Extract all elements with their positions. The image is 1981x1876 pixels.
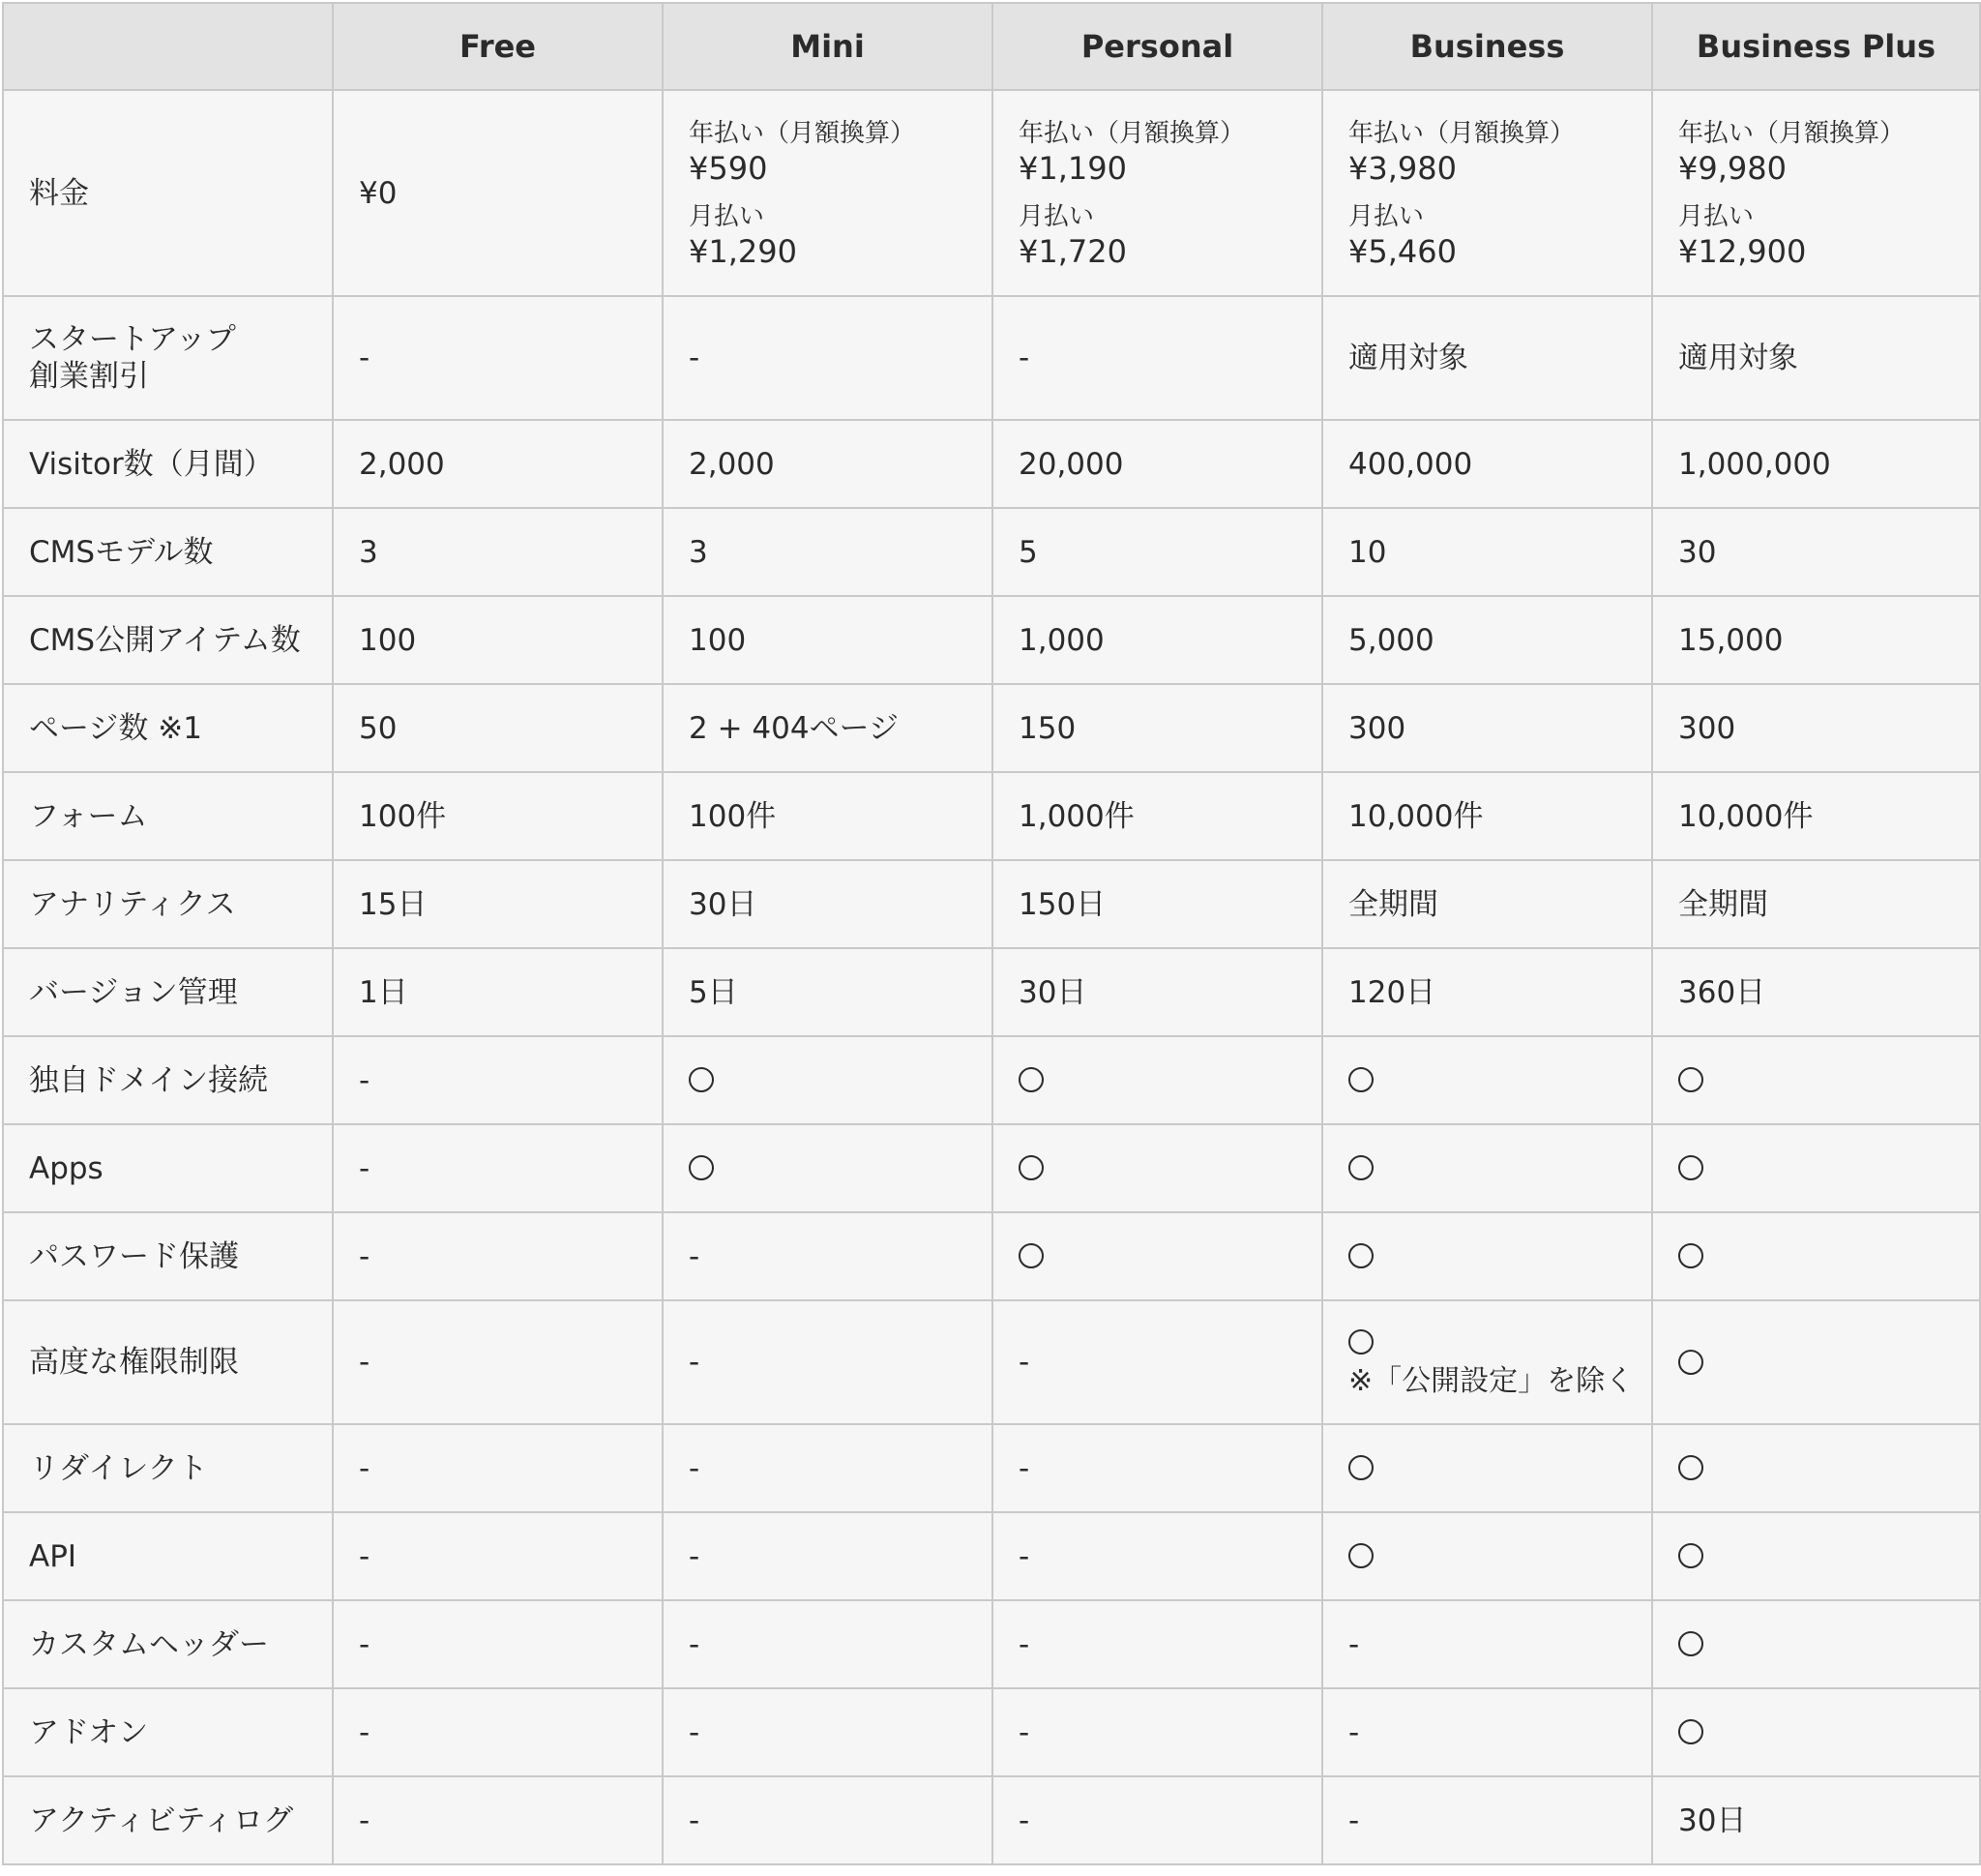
cell-value: 全期間: [1652, 860, 1980, 948]
available-circle-icon: [1348, 1455, 1374, 1480]
cell-value: 120日: [1322, 948, 1652, 1036]
cell-value: -: [333, 1212, 663, 1300]
cell-available: [1322, 1124, 1652, 1212]
available-circle-icon: [1678, 1719, 1703, 1744]
row-label: Visitor数（月間）: [3, 420, 333, 508]
cell-value: -: [333, 1512, 663, 1600]
cell-value: -: [333, 1124, 663, 1212]
row-label: アクティビティログ: [3, 1776, 333, 1864]
row-label-line: スタートアップ: [29, 322, 236, 357]
cell-value: 1,000: [992, 596, 1322, 684]
cell-available: [1322, 1512, 1652, 1600]
row-label: ページ数 ※1: [3, 684, 333, 772]
cell-value: -: [333, 296, 663, 420]
cell-value: 3: [333, 508, 663, 596]
cell-value: 360日: [1652, 948, 1980, 1036]
available-circle-icon: [1678, 1543, 1703, 1568]
cell-value: -: [992, 1300, 1322, 1424]
table-row-permissions: [3, 1300, 1980, 1424]
cell-value: 5: [992, 508, 1322, 596]
header-personal: Personal: [992, 3, 1322, 90]
row-label: パスワード保護: [3, 1212, 333, 1300]
price-mini: [663, 90, 992, 296]
cell-value: 150: [992, 684, 1322, 772]
available-circle-icon: [1348, 1329, 1374, 1355]
monthly-label: 月払い: [1019, 201, 1095, 231]
cell-value: 15,000: [1652, 596, 1980, 684]
cell-value: 適用対象: [1652, 296, 1980, 420]
cell-value: 400,000: [1322, 420, 1652, 508]
available-circle-icon: [1019, 1243, 1044, 1268]
available-circle-icon: [1678, 1455, 1703, 1480]
cell-value: -: [663, 1512, 992, 1600]
cell-value: -: [1322, 1688, 1652, 1776]
table-row: [3, 1512, 1980, 1600]
cell-value: -: [992, 1424, 1322, 1512]
annual-price: ¥590: [689, 149, 768, 187]
annual-label: 年払い（月額換算）: [1019, 118, 1246, 148]
annual-label: 年払い（月額換算）: [1348, 118, 1576, 148]
table-row: [3, 684, 1980, 772]
cell-value: 2 + 404ページ: [663, 684, 992, 772]
cell-value: -: [333, 1036, 663, 1124]
cell-value: 1,000件: [992, 772, 1322, 860]
header-free: Free: [333, 3, 663, 90]
table-header-row: [3, 3, 1980, 90]
cell-value-business: [1322, 1300, 1652, 1424]
cell-available: [1322, 1212, 1652, 1300]
row-label: API: [3, 1512, 333, 1600]
monthly-label: 月払い: [689, 201, 765, 231]
cell-value: 30日: [992, 948, 1322, 1036]
available-circle-icon: [689, 1155, 714, 1180]
cell-value: -: [992, 1688, 1322, 1776]
cell-value: -: [663, 1212, 992, 1300]
row-label: 独自ドメイン接続: [3, 1036, 333, 1124]
row-label: 高度な権限制限: [3, 1300, 333, 1424]
price-free: ¥0: [333, 90, 663, 296]
table-row: [3, 860, 1980, 948]
row-label: CMSモデル数: [3, 508, 333, 596]
row-label: フォーム: [3, 772, 333, 860]
cell-available: [992, 1124, 1322, 1212]
cell-value: 30: [1652, 508, 1980, 596]
available-circle-icon: [1348, 1067, 1374, 1092]
table-row-price: [3, 90, 1980, 296]
row-label: [3, 296, 333, 420]
available-circle-icon: [1348, 1243, 1374, 1268]
cell-value: 150日: [992, 860, 1322, 948]
cell-value: [1652, 1300, 1980, 1424]
available-circle-icon: [689, 1067, 714, 1092]
price-business: [1322, 90, 1652, 296]
header-mini: Mini: [663, 3, 992, 90]
cell-value: 10,000件: [1322, 772, 1652, 860]
row-label: バージョン管理: [3, 948, 333, 1036]
header-business: Business: [1322, 3, 1652, 90]
cell-value: 20,000: [992, 420, 1322, 508]
cell-value: -: [663, 296, 992, 420]
row-label: Apps: [3, 1124, 333, 1212]
cell-value: 5日: [663, 948, 992, 1036]
row-label: カスタムヘッダー: [3, 1600, 333, 1688]
cell-value: 100: [663, 596, 992, 684]
monthly-label: 月払い: [1678, 201, 1755, 231]
header-business-plus: Business Plus: [1652, 3, 1980, 90]
cell-available: [1652, 1512, 1980, 1600]
cell-available: [992, 1212, 1322, 1300]
available-circle-icon: [1678, 1155, 1703, 1180]
row-label: アナリティクス: [3, 860, 333, 948]
feature-rows: [3, 420, 1980, 1300]
row-label: リダイレクト: [3, 1424, 333, 1512]
cell-value: -: [333, 1300, 663, 1424]
cell-value: -: [663, 1424, 992, 1512]
cell-value: 30日: [663, 860, 992, 948]
cell-value: 300: [1322, 684, 1652, 772]
table-row: [3, 1036, 1980, 1124]
monthly-price: ¥1,720: [1019, 232, 1127, 270]
price-personal: [992, 90, 1322, 296]
cell-value: -: [992, 296, 1322, 420]
cell-value: 適用対象: [1322, 296, 1652, 420]
header-corner: [3, 3, 333, 90]
cell-value: -: [663, 1688, 992, 1776]
cell-value: -: [333, 1776, 663, 1864]
cell-value: 1,000,000: [1652, 420, 1980, 508]
monthly-price: ¥1,290: [689, 232, 797, 270]
cell-value: 10: [1322, 508, 1652, 596]
cell-available: [1652, 1124, 1980, 1212]
table-row: [3, 508, 1980, 596]
annual-label: 年払い（月額換算）: [1678, 118, 1906, 148]
monthly-price: ¥5,460: [1348, 232, 1457, 270]
cell-value: 50: [333, 684, 663, 772]
cell-value: 100件: [333, 772, 663, 860]
cell-value: -: [992, 1600, 1322, 1688]
cell-value: 1日: [333, 948, 663, 1036]
cell-value: 100件: [663, 772, 992, 860]
table-row: [3, 1424, 1980, 1512]
cell-value: 300: [1652, 684, 1980, 772]
annual-price: ¥1,190: [1019, 149, 1127, 187]
cell-value: -: [333, 1424, 663, 1512]
cell-available: [1652, 1212, 1980, 1300]
cell-available: [1322, 1424, 1652, 1512]
table-row: [3, 1124, 1980, 1212]
monthly-label: 月払い: [1348, 201, 1425, 231]
cell-value: 100: [333, 596, 663, 684]
cell-available: [992, 1036, 1322, 1124]
cell-value: 2,000: [663, 420, 992, 508]
cell-available: [1652, 1688, 1980, 1776]
table-row: [3, 596, 1980, 684]
cell-value: 2,000: [333, 420, 663, 508]
table-row: [3, 1688, 1980, 1776]
cell-value: -: [992, 1776, 1322, 1864]
available-circle-icon: [1019, 1067, 1044, 1092]
cell-value: 10,000件: [1652, 772, 1980, 860]
annual-label: 年払い（月額換算）: [689, 118, 916, 148]
business-note: ※「公開設定」を除く: [1348, 1364, 1635, 1398]
table-row: [3, 1600, 1980, 1688]
plan-comparison-table: [2, 2, 1981, 1865]
row-label: CMS公開アイテム数: [3, 596, 333, 684]
cell-available: [1652, 1424, 1980, 1512]
cell-available: [663, 1036, 992, 1124]
cell-value: -: [1322, 1776, 1652, 1864]
table-row: [3, 772, 1980, 860]
cell-value: -: [333, 1688, 663, 1776]
cell-value: 5,000: [1322, 596, 1652, 684]
available-circle-icon: [1348, 1543, 1374, 1568]
cell-available: [1652, 1600, 1980, 1688]
table-row: [3, 1212, 1980, 1300]
cell-value: -: [663, 1600, 992, 1688]
table-row: [3, 420, 1980, 508]
available-circle-icon: [1678, 1243, 1703, 1268]
annual-price: ¥3,980: [1348, 149, 1457, 187]
cell-value: 15日: [333, 860, 663, 948]
available-circle-icon: [1678, 1350, 1703, 1375]
feature-rows: [3, 1424, 1980, 1864]
cell-available: [1652, 1036, 1980, 1124]
monthly-price: ¥12,900: [1678, 232, 1807, 270]
annual-price: ¥9,980: [1678, 149, 1787, 187]
cell-available: [663, 1124, 992, 1212]
available-circle-icon: [1678, 1067, 1703, 1092]
row-label-line: 創業割引: [29, 359, 149, 394]
cell-value: 全期間: [1322, 860, 1652, 948]
available-circle-icon: [1019, 1155, 1044, 1180]
row-label: アドオン: [3, 1688, 333, 1776]
cell-value: -: [663, 1300, 992, 1424]
cell-value: -: [992, 1512, 1322, 1600]
table-row: [3, 948, 1980, 1036]
cell-value: 30日: [1652, 1776, 1980, 1864]
price-business-plus: [1652, 90, 1980, 296]
cell-value: -: [333, 1600, 663, 1688]
cell-value: -: [663, 1776, 992, 1864]
cell-value: -: [1322, 1600, 1652, 1688]
cell-value: 3: [663, 508, 992, 596]
cell-available: [1322, 1036, 1652, 1124]
available-circle-icon: [1678, 1631, 1703, 1656]
table-row-startup-discount: [3, 296, 1980, 420]
table-row: [3, 1776, 1980, 1864]
available-circle-icon: [1348, 1155, 1374, 1180]
row-label: 料金: [3, 90, 333, 296]
